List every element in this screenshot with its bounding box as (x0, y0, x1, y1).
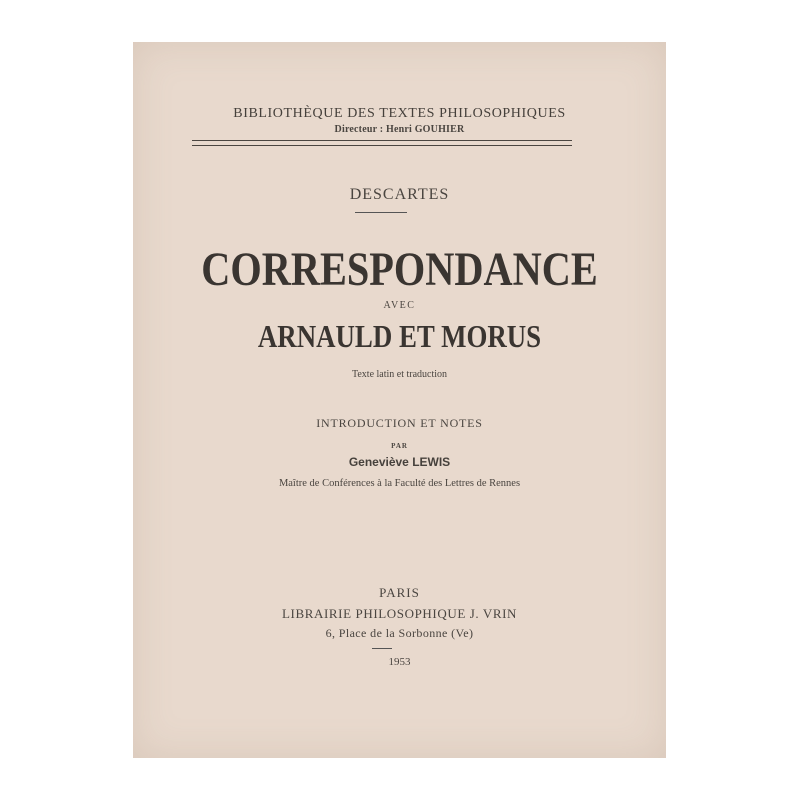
book-title-continued: ARNAULD ET MORUS (257, 318, 542, 354)
book-cover (133, 42, 666, 758)
editor-role: Maître de Conférences à la Faculté des Lettres de Rennes (278, 478, 521, 489)
double-rule-divider (192, 140, 572, 146)
title-connector: AVEC (383, 300, 416, 311)
publication-city: PARIS (379, 585, 420, 600)
book-title: CORRESPONDANCE (201, 243, 598, 296)
author-name: DESCARTES (349, 186, 450, 203)
year-divider (372, 648, 392, 649)
publication-year: 1953 (388, 656, 411, 668)
book-subtitle: Texte latin et traduction (351, 369, 448, 380)
by-line: PAR (391, 442, 408, 450)
publisher-address: 6, Place de la Sorbonne (Ve) (325, 626, 474, 640)
series-director: Directeur : Henri GOUHIER (334, 124, 465, 135)
author-underline (355, 212, 407, 213)
publisher-name: LIBRAIRIE PHILOSOPHIQUE J. VRIN (281, 606, 518, 621)
editor-name: Geneviève LEWIS (348, 455, 451, 469)
series-title: BIBLIOTHÈQUE DES TEXTES PHILOSOPHIQUES (233, 106, 566, 121)
introduction-line: INTRODUCTION ET NOTES (316, 416, 483, 430)
